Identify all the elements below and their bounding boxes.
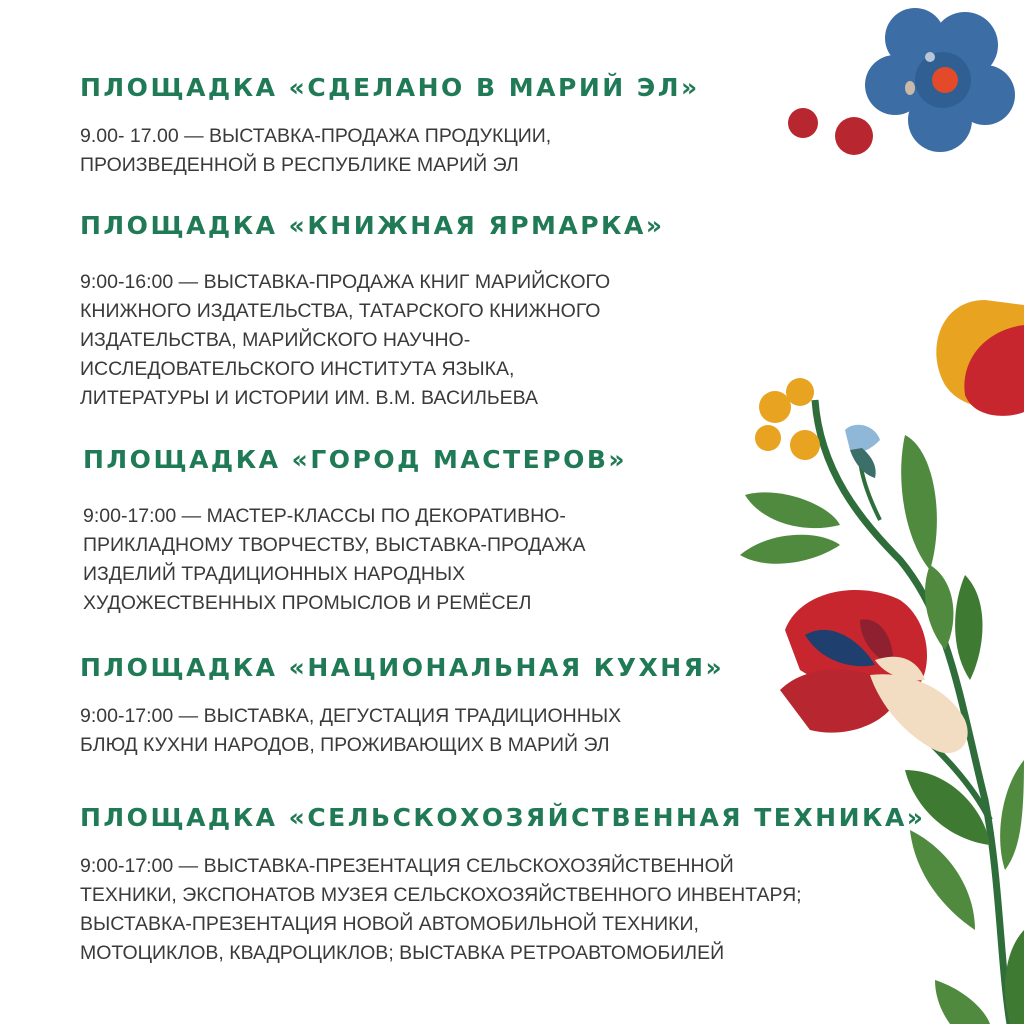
description-line: КНИЖНОГО ИЗДАТЕЛЬСТВА, ТАТАРСКОГО КНИЖНОГО [80, 300, 601, 322]
description-line: ТЕХНИКИ, ЭКСПОНАТОВ МУЗЕЯ СЕЛЬСКОХОЗЯЙСТВЕННОГО ИНВЕНТАРЯ; [80, 884, 802, 906]
blue-flower-icon [865, 8, 1015, 152]
description-line: 9.00- 17.00 — ВЫСТАВКА-ПРОДАЖА ПРОДУКЦИИ, [80, 125, 552, 147]
section-description [80, 702, 724, 760]
section-description [80, 852, 925, 968]
description-line: 9:00-17:00 — ВЫСТАВКА-ПРЕЗЕНТАЦИЯ СЕЛЬСКОХОЗЯЙСТВЕННОЙ [80, 855, 734, 877]
section-heading: ПЛОЩАДКА «СДЕЛАНО В МАРИЙ ЭЛ» [80, 73, 700, 102]
berries-icon [788, 108, 873, 155]
section-city-of-masters [83, 444, 627, 618]
description-line: БЛЮД КУХНИ НАРОДОВ, ПРОЖИВАЮЩИХ В МАРИЙ ЭЛ [80, 734, 610, 756]
description-line: ВЫСТАВКА-ПРЕЗЕНТАЦИЯ НОВОЙ АВТОМОБИЛЬНОЙ ТЕХНИКИ, [80, 913, 699, 935]
description-line: ПРИКЛАДНОМУ ТВОРЧЕСТВУ, ВЫСТАВКА-ПРОДАЖА [83, 534, 586, 556]
yellow-flower-icon [936, 300, 1024, 416]
description-line: ЛИТЕРАТУРЫ И ИСТОРИИ ИМ. В.М. ВАСИЛЬЕВА [80, 387, 539, 409]
section-heading: ПЛОЩАДКА «НАЦИОНАЛЬНАЯ КУХНЯ» [80, 653, 725, 682]
description-line: ИЗДАТЕЛЬСТВА, МАРИЙСКОГО НАУЧНО- [80, 329, 471, 351]
section-heading: ПЛОЩАДКА «СЕЛЬСКОХОЗЯЙСТВЕННАЯ ТЕХНИКА» [80, 803, 926, 832]
section-agricultural-machinery [80, 802, 925, 968]
description-line: 9:00-16:00 — ВЫСТАВКА-ПРОДАЖА КНИГ МАРИЙСКОГО [80, 271, 611, 293]
section-description [80, 122, 700, 180]
description-line: 9:00-17:00 — МАСТЕР-КЛАССЫ ПО ДЕКОРАТИВНО- [83, 505, 566, 527]
section-heading: ПЛОЩАДКА «КНИЖНАЯ ЯРМАРКА» [80, 211, 665, 240]
section-made-in-mari-el [80, 72, 700, 180]
section-heading: ПЛОЩАДКА «ГОРОД МАСТЕРОВ» [83, 445, 628, 474]
section-description [80, 268, 665, 413]
description-line: ИССЛЕДОВАТЕЛЬСКОГО ИНСТИТУТА ЯЗЫКА, [80, 358, 515, 380]
description-line: ПРОИЗВЕДЕННОЙ В РЕСПУБЛИКЕ МАРИЙ ЭЛ [80, 154, 519, 176]
description-line: ИЗДЕЛИЙ ТРАДИЦИОННЫХ НАРОДНЫХ [83, 563, 466, 585]
section-national-cuisine [80, 652, 724, 760]
description-line: 9:00-17:00 — ВЫСТАВКА, ДЕГУСТАЦИЯ ТРАДИЦИОННЫХ [80, 705, 622, 727]
section-book-fair [80, 210, 665, 413]
section-description [83, 502, 627, 618]
description-line: МОТОЦИКЛОВ, КВАДРОЦИКЛОВ; ВЫСТАВКА РЕТРОАВТОМОБИЛЕЙ [80, 942, 725, 964]
description-line: ХУДОЖЕСТВЕННЫХ ПРОМЫСЛОВ И РЕМЁСЕЛ [83, 592, 532, 614]
